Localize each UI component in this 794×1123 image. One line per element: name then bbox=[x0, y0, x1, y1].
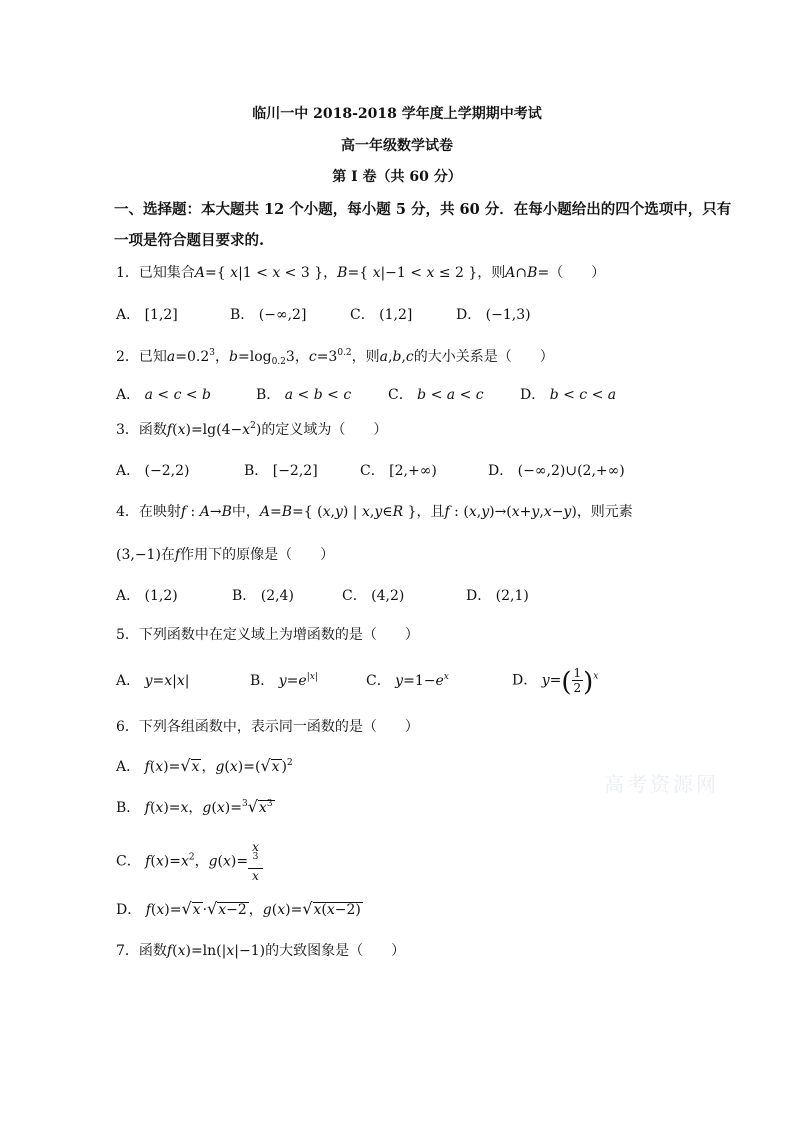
question-7: 7．函数f(x)=ln(|x|−1)的大致图象是（ ） bbox=[116, 943, 406, 959]
option-c: C． b < a < c bbox=[388, 387, 484, 403]
question-6: 6．下列各组函数中，表示同一函数的是（ ） bbox=[116, 719, 419, 735]
option-a: A． (1,2) bbox=[116, 588, 178, 604]
question-2: 2．已知$a=0.2^3$，$b=\log_{0.2}3$，$c=3^{0.2}$，则a,b,c的大小关系是（ ） bbox=[116, 348, 554, 367]
option-b: B． a < b < c bbox=[256, 387, 352, 403]
question-1: 1．已知集合A={ x|1 < x < 3 }，B={ x|−1 < x ≤ 2 }，则A∩B=（ ） bbox=[116, 265, 606, 281]
question-4-line1: 4．在映射f : A→B中，A=B={ (x,y) | x,y∈R }，且f : (x,y)→(x+y,x−y)，则元素 bbox=[116, 504, 633, 520]
question-2-options bbox=[116, 384, 676, 408]
option-a: A． (−2,2) bbox=[116, 463, 190, 479]
question-6-option-d: D． f(x)=√x ·√x−2 ，g(x)=√x(x−2) bbox=[116, 899, 361, 918]
option-b: B． (−∞,2] bbox=[230, 307, 307, 323]
option-b: B． (2,4) bbox=[232, 588, 294, 604]
question-4-options bbox=[116, 585, 676, 609]
option-c: C． (4,2) bbox=[342, 588, 405, 604]
watermark: 高考资源网 bbox=[604, 772, 719, 796]
option-d: D． b < c < a bbox=[520, 387, 617, 403]
question-4-line2: (3,−1)在f作用下的原像是（ ） bbox=[116, 547, 335, 563]
question-3: 3．函数$f(x)=\lg(4-x^2)$的定义域为（ ） bbox=[116, 421, 388, 438]
option-a: A． y=x|x| bbox=[116, 673, 190, 689]
option-c: C． (1,2] bbox=[350, 307, 413, 323]
option-b: B． [−2,2] bbox=[244, 463, 318, 479]
question-6-option-a: A． f(x)=√x ，g(x)=(√x )$^2$ bbox=[116, 756, 293, 775]
question-6-option-b: B． f(x)=x，$g(x)=^3√x^3$ bbox=[116, 797, 273, 816]
option-c: C． [2,+∞) bbox=[360, 463, 437, 479]
question-6-option-c: C． $f(x)=x^2$，g(x)= x $^3$ x bbox=[116, 840, 263, 883]
option-d: D． (−1,3) bbox=[456, 307, 531, 323]
option-d: D． (2,1) bbox=[466, 588, 529, 604]
question-5: 5．下列函数中在定义域上为增函数的是（ ） bbox=[116, 627, 419, 643]
question-5-options bbox=[116, 666, 676, 702]
volume-heading: 第 I 卷（共 60 分） bbox=[332, 169, 462, 185]
option-d: D． y=( $\frac{1}{2}$ )$^x$ bbox=[512, 666, 599, 698]
question-1-options bbox=[116, 304, 676, 328]
exam-title: 临川一中 2018-2018 学年度上学期期中考试 bbox=[252, 106, 542, 122]
option-a: A． [1,2] bbox=[116, 307, 178, 323]
question-3-options bbox=[116, 460, 676, 484]
exam-subtitle: 高一年级数学试卷 bbox=[341, 138, 453, 154]
option-a: A． a < c < b bbox=[116, 387, 212, 403]
section-heading-line1: 一、选择题：本大题共 12 个小题，每小题 5 分，共 60 分．在每小题给出的四个选项中，只有 bbox=[114, 201, 732, 218]
option-c: C． $y=1-e^x$ bbox=[366, 672, 449, 689]
section-heading-line2: 一项是符合题目要求的. bbox=[114, 232, 265, 249]
option-b: B． $y=e^{|x|}$ bbox=[250, 672, 318, 689]
option-d: D． (−∞,2)∪(2,+∞) bbox=[488, 463, 625, 479]
